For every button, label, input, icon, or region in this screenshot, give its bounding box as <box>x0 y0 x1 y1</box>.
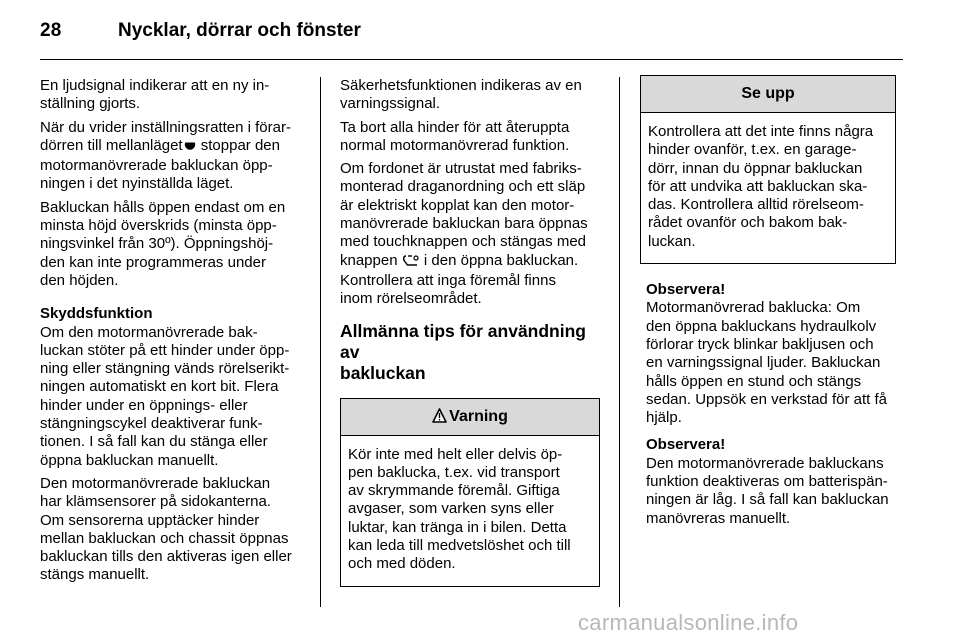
column-left <box>40 77 312 590</box>
caution-text: Kontrollera att det inte finns några hinder ovanför, t.ex. en garage- dörr, innan du öppnar bakluckan för att undvika att bakluckan ska- das. Kontrollera alltid rörelseom- rådet ovanför och bakom bak- luckan. <box>648 123 874 250</box>
note-label: Observera! <box>646 436 726 454</box>
paragraph: Om fordonet är utrustat med fabriks- monterad draganordning och ett släp är elektriskt kopplat kan den motor- manövrerade bakluckan bara öppnas med touchknappen och stängas med knappen i den öppna bakluckan. Kontrollera att inga föremål finns inom rörelseområdet. <box>340 160 588 308</box>
note-label: Observera! <box>646 281 726 299</box>
dial-middle-position-icon <box>183 138 197 157</box>
column-right <box>646 77 908 533</box>
column-divider <box>619 77 620 607</box>
note-text: Den motormanövrerade bakluckans funktion deaktiveras om batterispän- ningen är låg. I så fall kan bakluckan manövreras manuellt. <box>646 454 889 527</box>
page-title: Nycklar, dörrar och fönster <box>118 20 361 41</box>
caution-box <box>640 75 896 264</box>
section-heading: Allmänna tips för användning av bakluckan <box>340 320 586 383</box>
warning-title: Varning <box>449 407 508 425</box>
warning-text: Kör inte med helt eller delvis öp- pen baklucka, t.ex. vid transport av skrymmande föremål. Giftiga avgaser, som varken syns eller luktar, kan tränga in i bilen. Detta kan leda till medvetslöshet och till och med döden. <box>348 445 571 573</box>
paragraph: En ljudsignal indikerar att en ny in- ställning gjorts. <box>40 77 270 113</box>
warning-box <box>340 398 600 587</box>
paragraph: Säkerhetsfunktionen indikeras av en varningssignal. <box>340 77 582 113</box>
note-text: Motormanövrerad baklucka: Om den öppna bakluckans hydraulkolv förlorar tryck blinkar bakljusen och en varningssignal ljuder. Bakluckan hålls öppen en stund och stängs sedan. Uppsök en verkstad för att få hjälp. <box>646 299 887 427</box>
paragraph: När du vrider inställningsratten i förar- dörren till mellanläget stoppar den motormanövrerade bakluckan öpp- ningen i det nyinställda läget. <box>40 118 291 193</box>
caution-box-header: Se upp <box>641 76 895 113</box>
paragraph: Ta bort alla hinder för att återuppta normal motormanövrerad funktion. <box>340 118 570 154</box>
column-divider <box>320 77 321 607</box>
warning-box-header <box>341 399 599 436</box>
tailgate-close-button-icon <box>402 253 420 272</box>
watermark: carmanualsonline.info <box>578 610 799 635</box>
warning-triangle-icon <box>432 401 447 437</box>
section-subheading: Skyddsfunktion <box>40 305 153 323</box>
header-rule <box>40 59 903 60</box>
paragraph: Bakluckan hålls öppen endast om en minsta höjd överskrids (minsta öpp- ningsvinkel från 30º). Öppningshöj- den kan inte programmeras under den höjden. <box>40 198 286 289</box>
paragraph: Om den motormanövrerade bak- luckan stöter på ett hinder under öpp- ning eller stängning vänds rörelserikt- ningen automatiskt en kort bit. Flera hinder under en öppnings- eller stängningscykel deaktiverar funk- tionen. I så fall kan du stänga eller öppna bakluckan manuellt. <box>40 323 290 469</box>
paragraph: Den motormanövrerade bakluckan har klämsensorer på sidokanterna. Om sensorerna upptäcker hinder mellan bakluckan och chassit öppnas bakluckan tills den aktiveras igen eller stängs manuellt. <box>40 474 292 584</box>
page-number: 28 <box>40 20 62 41</box>
column-middle <box>340 77 608 587</box>
